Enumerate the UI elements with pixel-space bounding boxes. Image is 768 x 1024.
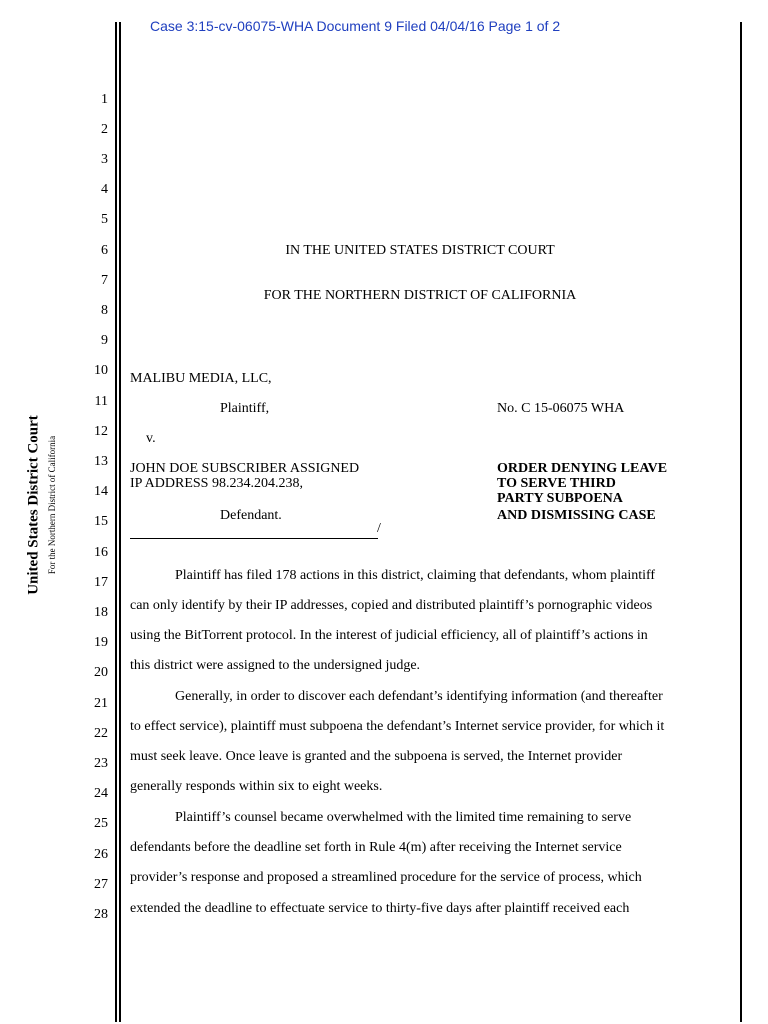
- line-number: 15: [94, 514, 108, 529]
- line-number: 5: [101, 212, 108, 227]
- right-margin-rule: [740, 22, 742, 1022]
- order-title-line-4: AND DISMISSING CASE: [497, 508, 656, 523]
- plaintiff-role: Plaintiff,: [220, 401, 270, 416]
- body-line: this district were assigned to the undersigned judge.: [130, 658, 421, 673]
- order-title-line-1: ORDER DENYING LEAVE: [497, 461, 668, 476]
- case-number: No. C 15-06075 WHA: [497, 401, 625, 416]
- line-number: 21: [94, 696, 108, 711]
- line-number: 9: [101, 333, 108, 348]
- case-header: Case 3:15-cv-06075-WHA Document 9 Filed 04/04/16 Page 1 of 2: [150, 18, 561, 34]
- line-number: 26: [94, 847, 108, 862]
- line-number: 2: [101, 122, 108, 137]
- body-line: Generally, in order to discover each defendant’s identifying information (and thereafter: [175, 689, 663, 704]
- line-number: 18: [94, 605, 108, 620]
- caption-underline: [130, 538, 378, 539]
- left-margin-rule-inner: [119, 22, 121, 1022]
- order-title-line-3: PARTY SUBPOENA: [497, 491, 623, 506]
- line-number: 25: [94, 816, 108, 831]
- line-number: 11: [94, 394, 108, 409]
- defendant-name-line-1: JOHN DOE SUBSCRIBER ASSIGNED: [130, 461, 360, 476]
- line-number: 28: [94, 907, 108, 922]
- body-line: Plaintiff has filed 178 actions in this district, claiming that defendants, whom plaintiff: [175, 568, 656, 583]
- body-line: defendants before the deadline set forth in Rule 4(m) after receiving the Internet service: [130, 840, 622, 855]
- left-margin-rule: [115, 22, 117, 1022]
- body-line: extended the deadline to effectuate service to thirty-five days after plaintiff received each: [130, 901, 630, 916]
- line-number: 4: [101, 182, 108, 197]
- plaintiff-name: MALIBU MEDIA, LLC,: [130, 371, 272, 386]
- line-number: 1: [101, 92, 108, 107]
- court-name: IN THE UNITED STATES DISTRICT COURT: [285, 243, 555, 258]
- body-line: generally responds within six to eight weeks.: [130, 779, 383, 794]
- line-number: 6: [101, 243, 108, 258]
- line-number: 24: [94, 786, 108, 801]
- line-number: 22: [94, 726, 108, 741]
- line-number: 16: [94, 545, 108, 560]
- line-number: 17: [94, 575, 108, 590]
- line-number: 19: [94, 635, 108, 650]
- body-line: Plaintiff’s counsel became overwhelmed with the limited time remaining to serve: [175, 810, 632, 825]
- sidebar-district-name: For the Northern District of California: [47, 435, 57, 575]
- body-line: provider’s response and proposed a streamlined procedure for the service of process, which: [130, 870, 642, 885]
- caption-slash: /: [377, 521, 381, 536]
- defendant-role: Defendant.: [220, 508, 282, 523]
- court-district: FOR THE NORTHERN DISTRICT OF CALIFORNIA: [263, 288, 577, 303]
- line-number: 3: [101, 152, 108, 167]
- body-line: can only identify by their IP addresses, copied and distributed plaintiff’s pornographic videos: [130, 598, 653, 613]
- sidebar-court-name: United States District Court: [25, 415, 42, 595]
- versus: v.: [146, 431, 156, 446]
- line-number: 8: [101, 303, 108, 318]
- line-number: 13: [94, 454, 108, 469]
- line-number: 23: [94, 756, 108, 771]
- line-number: 7: [101, 273, 108, 288]
- line-number: 14: [94, 484, 108, 499]
- defendant-name-line-2: IP ADDRESS 98.234.204.238,: [130, 476, 303, 491]
- line-number: 10: [94, 363, 108, 378]
- line-number: 12: [94, 424, 108, 439]
- line-number: 27: [94, 877, 108, 892]
- body-line: to effect service), plaintiff must subpoena the defendant’s Internet service provider, for which it: [130, 719, 665, 734]
- body-line: must seek leave. Once leave is granted and the subpoena is served, the Internet provider: [130, 749, 623, 764]
- order-title-line-2: TO SERVE THIRD: [497, 476, 616, 491]
- body-line: using the BitTorrent protocol. In the interest of judicial efficiency, all of plaintiff’s actions in: [130, 628, 648, 643]
- line-number: 20: [94, 665, 108, 680]
